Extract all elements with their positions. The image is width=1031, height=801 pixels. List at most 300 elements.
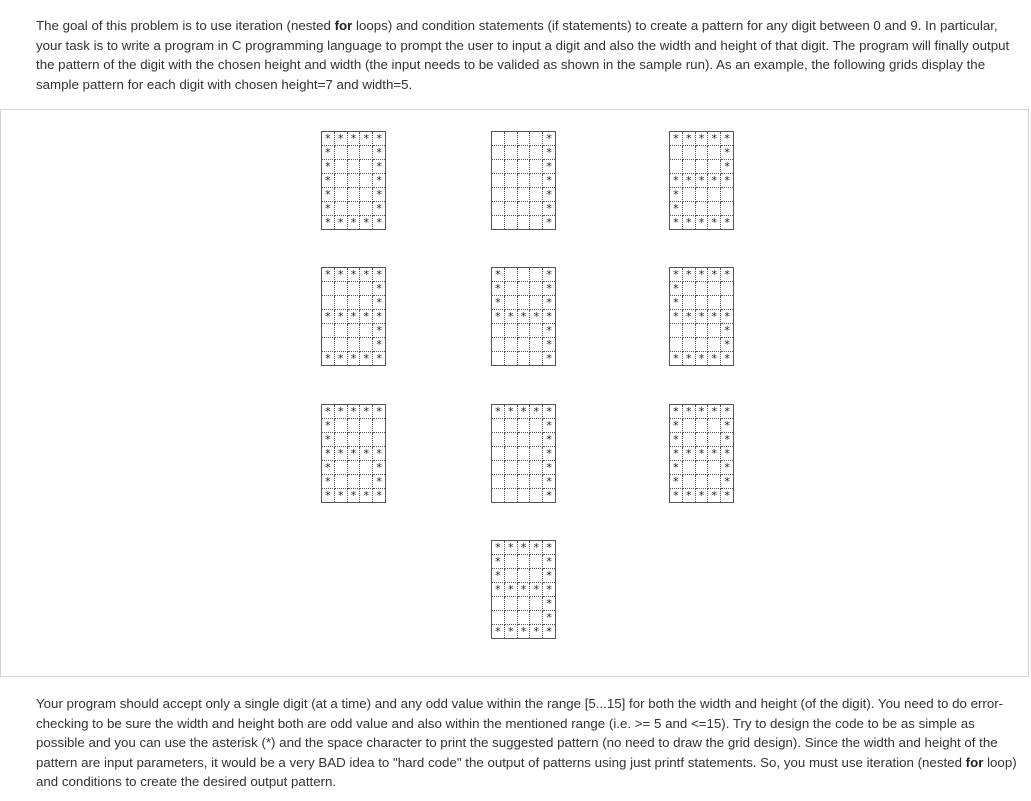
digit-grid-2 [669, 131, 734, 230]
asterisk-cell: * [543, 174, 556, 188]
empty-cell [492, 132, 505, 146]
empty-cell [517, 282, 530, 296]
outro-for-keyword: for [965, 754, 984, 770]
asterisk-cell: * [670, 296, 683, 310]
empty-cell [530, 188, 543, 202]
grid-row [492, 419, 556, 433]
grid-row [670, 160, 734, 174]
empty-cell [670, 146, 683, 160]
asterisk-cell: * [708, 310, 721, 324]
asterisk-cell: * [504, 405, 517, 419]
empty-cell [517, 216, 530, 230]
empty-cell [517, 338, 530, 352]
asterisk-cell: * [322, 310, 335, 324]
asterisk-cell: * [492, 625, 505, 639]
empty-cell [517, 419, 530, 433]
asterisk-cell: * [517, 625, 530, 639]
asterisk-cell: * [695, 405, 708, 419]
asterisk-cell: * [373, 461, 386, 475]
asterisk-cell: * [373, 405, 386, 419]
empty-cell [695, 202, 708, 216]
grid-row [492, 174, 556, 188]
asterisk-cell: * [682, 132, 695, 146]
grid-row [670, 296, 734, 310]
empty-cell [360, 202, 373, 216]
empty-cell [530, 324, 543, 338]
asterisk-cell: * [543, 489, 556, 503]
asterisk-cell: * [373, 132, 386, 146]
empty-cell [708, 461, 721, 475]
grid-row [670, 461, 734, 475]
empty-cell [360, 160, 373, 174]
grid-row [492, 352, 556, 366]
grid-row [492, 555, 556, 569]
asterisk-cell: * [517, 583, 530, 597]
empty-cell [530, 132, 543, 146]
empty-cell [682, 282, 695, 296]
asterisk-cell: * [543, 146, 556, 160]
asterisk-cell: * [360, 489, 373, 503]
empty-cell [670, 160, 683, 174]
asterisk-cell: * [492, 282, 505, 296]
empty-cell [373, 433, 386, 447]
empty-cell [682, 160, 695, 174]
empty-cell [517, 324, 530, 338]
empty-cell [708, 296, 721, 310]
grid-row [322, 338, 386, 352]
empty-cell [721, 188, 734, 202]
empty-cell [708, 475, 721, 489]
empty-cell [492, 202, 505, 216]
empty-cell [347, 282, 360, 296]
digit-patterns-panel [0, 109, 1029, 677]
grid-row [492, 202, 556, 216]
asterisk-cell: * [721, 338, 734, 352]
asterisk-cell: * [504, 583, 517, 597]
asterisk-cell: * [322, 160, 335, 174]
asterisk-cell: * [543, 310, 556, 324]
grid-row [492, 405, 556, 419]
empty-cell [517, 555, 530, 569]
asterisk-cell: * [347, 352, 360, 366]
grid-row [322, 160, 386, 174]
asterisk-cell: * [492, 310, 505, 324]
digit-grid-3 [321, 267, 386, 366]
asterisk-cell: * [360, 352, 373, 366]
grid-row [322, 405, 386, 419]
asterisk-cell: * [334, 405, 347, 419]
empty-cell [334, 433, 347, 447]
asterisk-cell: * [682, 216, 695, 230]
asterisk-cell: * [695, 174, 708, 188]
empty-cell [517, 268, 530, 282]
asterisk-cell: * [721, 146, 734, 160]
asterisk-cell: * [543, 324, 556, 338]
empty-cell [695, 296, 708, 310]
digit-grid-0 [321, 131, 386, 230]
grid-row [670, 352, 734, 366]
empty-cell [530, 216, 543, 230]
asterisk-cell: * [721, 447, 734, 461]
empty-cell [695, 160, 708, 174]
grid-row [322, 174, 386, 188]
empty-cell [334, 146, 347, 160]
empty-cell [695, 338, 708, 352]
empty-cell [504, 282, 517, 296]
asterisk-cell: * [670, 188, 683, 202]
grid-row [670, 475, 734, 489]
asterisk-cell: * [670, 405, 683, 419]
asterisk-cell: * [721, 461, 734, 475]
empty-cell [682, 324, 695, 338]
asterisk-cell: * [682, 268, 695, 282]
empty-cell [682, 202, 695, 216]
asterisk-cell: * [322, 268, 335, 282]
asterisk-cell: * [373, 324, 386, 338]
empty-cell [530, 433, 543, 447]
empty-cell [504, 569, 517, 583]
asterisk-cell: * [721, 489, 734, 503]
empty-cell [334, 475, 347, 489]
asterisk-cell: * [360, 310, 373, 324]
empty-cell [334, 282, 347, 296]
empty-cell [347, 160, 360, 174]
asterisk-cell: * [492, 583, 505, 597]
asterisk-cell: * [543, 611, 556, 625]
empty-cell [530, 352, 543, 366]
grid-row [492, 541, 556, 555]
empty-cell [517, 352, 530, 366]
grid-row [670, 282, 734, 296]
empty-cell [492, 216, 505, 230]
asterisk-cell: * [695, 310, 708, 324]
grid-row [322, 202, 386, 216]
empty-cell [492, 338, 505, 352]
grid-row [492, 132, 556, 146]
grid-row [322, 475, 386, 489]
asterisk-cell: * [334, 489, 347, 503]
asterisk-cell: * [373, 447, 386, 461]
empty-cell [695, 419, 708, 433]
grid-row [492, 447, 556, 461]
asterisk-cell: * [322, 202, 335, 216]
asterisk-cell: * [373, 352, 386, 366]
empty-cell [695, 324, 708, 338]
asterisk-cell: * [543, 405, 556, 419]
grid-row [492, 282, 556, 296]
empty-cell [530, 597, 543, 611]
empty-cell [504, 268, 517, 282]
empty-cell [708, 338, 721, 352]
asterisk-cell: * [373, 160, 386, 174]
asterisk-cell: * [322, 433, 335, 447]
empty-cell [492, 597, 505, 611]
grid-row [670, 338, 734, 352]
asterisk-cell: * [543, 338, 556, 352]
empty-cell [708, 146, 721, 160]
empty-cell [530, 489, 543, 503]
grid-row [492, 611, 556, 625]
empty-cell [360, 282, 373, 296]
empty-cell [530, 611, 543, 625]
asterisk-cell: * [322, 146, 335, 160]
empty-cell [721, 296, 734, 310]
asterisk-cell: * [721, 216, 734, 230]
asterisk-cell: * [373, 475, 386, 489]
empty-cell [530, 569, 543, 583]
empty-cell [517, 160, 530, 174]
empty-cell [334, 461, 347, 475]
empty-cell [517, 597, 530, 611]
asterisk-cell: * [670, 489, 683, 503]
asterisk-cell: * [334, 447, 347, 461]
empty-cell [530, 296, 543, 310]
asterisk-cell: * [721, 433, 734, 447]
grid-row [670, 268, 734, 282]
intro-for-keyword: for [334, 18, 353, 33]
asterisk-cell: * [322, 174, 335, 188]
grid-row [322, 352, 386, 366]
asterisk-cell: * [530, 583, 543, 597]
asterisk-cell: * [543, 461, 556, 475]
grid-row [492, 597, 556, 611]
empty-cell [360, 433, 373, 447]
grid-row [670, 132, 734, 146]
empty-cell [322, 296, 335, 310]
grid-row [670, 216, 734, 230]
grid-row [492, 216, 556, 230]
asterisk-cell: * [670, 433, 683, 447]
asterisk-cell: * [682, 405, 695, 419]
empty-cell [682, 296, 695, 310]
grid-row [322, 310, 386, 324]
grid-row [492, 583, 556, 597]
empty-cell [504, 555, 517, 569]
empty-cell [517, 611, 530, 625]
empty-cell [708, 419, 721, 433]
empty-cell [708, 188, 721, 202]
empty-cell [504, 324, 517, 338]
empty-cell [504, 433, 517, 447]
empty-cell [492, 146, 505, 160]
empty-cell [504, 419, 517, 433]
asterisk-cell: * [670, 310, 683, 324]
empty-cell [347, 188, 360, 202]
empty-cell [530, 475, 543, 489]
asterisk-cell: * [504, 541, 517, 555]
empty-cell [492, 324, 505, 338]
asterisk-cell: * [721, 405, 734, 419]
empty-cell [360, 461, 373, 475]
grid-row [492, 433, 556, 447]
asterisk-cell: * [708, 174, 721, 188]
requirements-paragraph [36, 694, 1021, 792]
empty-cell [504, 296, 517, 310]
asterisk-cell: * [530, 625, 543, 639]
asterisk-cell: * [543, 352, 556, 366]
asterisk-cell: * [543, 419, 556, 433]
grid-row [670, 202, 734, 216]
grid-row [322, 216, 386, 230]
asterisk-cell: * [322, 419, 335, 433]
asterisk-cell: * [670, 282, 683, 296]
empty-cell [530, 202, 543, 216]
grid-row [670, 433, 734, 447]
asterisk-cell: * [492, 405, 505, 419]
asterisk-cell: * [322, 461, 335, 475]
asterisk-cell: * [543, 447, 556, 461]
grid-row [492, 489, 556, 503]
empty-cell [504, 447, 517, 461]
outro-text-2: loop) and conditions to create the desired output pattern. [36, 754, 1017, 790]
asterisk-cell: * [530, 405, 543, 419]
asterisk-cell: * [347, 132, 360, 146]
asterisk-cell: * [373, 338, 386, 352]
asterisk-cell: * [708, 216, 721, 230]
asterisk-cell: * [721, 475, 734, 489]
grid-row [492, 310, 556, 324]
empty-cell [347, 202, 360, 216]
asterisk-cell: * [504, 310, 517, 324]
empty-cell [517, 569, 530, 583]
outro-text-1: Your program should accept only a single digit (at a time) and any odd value within the range [5...15] for both the width and height (of the digit). You need to do error-checking to be sure the width and height both are odd value and also within the mentioned range (i.e. >= 5 and <=15). Try to design the code to be as simple as possible and you can use the asterisk (*) and the space character to print the suggested pattern (no need to draw the grid design). Since the width and height of the pattern are input parameters, it would be a very BAD idea to "hard code" the output of patterns using just printf statements. So, you must use iteration (nested [36, 696, 1004, 770]
empty-cell [504, 188, 517, 202]
grid-row [322, 419, 386, 433]
asterisk-cell: * [670, 447, 683, 461]
asterisk-cell: * [347, 310, 360, 324]
asterisk-cell: * [322, 132, 335, 146]
asterisk-cell: * [708, 489, 721, 503]
empty-cell [530, 146, 543, 160]
grid-row [670, 324, 734, 338]
asterisk-cell: * [373, 216, 386, 230]
grid-row [322, 188, 386, 202]
asterisk-cell: * [543, 625, 556, 639]
asterisk-cell: * [708, 447, 721, 461]
empty-cell [695, 461, 708, 475]
empty-cell [334, 338, 347, 352]
asterisk-cell: * [682, 489, 695, 503]
grid-row [492, 188, 556, 202]
empty-cell [492, 461, 505, 475]
empty-cell [530, 447, 543, 461]
empty-cell [517, 475, 530, 489]
empty-cell [492, 489, 505, 503]
asterisk-cell: * [543, 296, 556, 310]
empty-cell [682, 188, 695, 202]
empty-cell [530, 282, 543, 296]
empty-cell [360, 324, 373, 338]
asterisk-cell: * [530, 541, 543, 555]
empty-cell [682, 419, 695, 433]
asterisk-cell: * [360, 268, 373, 282]
empty-cell [492, 188, 505, 202]
empty-cell [682, 338, 695, 352]
asterisk-cell: * [492, 541, 505, 555]
empty-cell [517, 188, 530, 202]
empty-cell [695, 282, 708, 296]
asterisk-cell: * [492, 268, 505, 282]
asterisk-cell: * [322, 475, 335, 489]
empty-cell [360, 296, 373, 310]
empty-cell [695, 433, 708, 447]
empty-cell [504, 216, 517, 230]
grid-row [322, 489, 386, 503]
asterisk-cell: * [721, 324, 734, 338]
empty-cell [492, 352, 505, 366]
digit-grid-1 [491, 131, 556, 230]
empty-cell [721, 282, 734, 296]
asterisk-cell: * [373, 489, 386, 503]
asterisk-cell: * [543, 216, 556, 230]
empty-cell [530, 461, 543, 475]
digit-grid-8 [669, 404, 734, 503]
asterisk-cell: * [721, 310, 734, 324]
asterisk-cell: * [721, 132, 734, 146]
asterisk-cell: * [543, 160, 556, 174]
asterisk-cell: * [517, 541, 530, 555]
empty-cell [492, 475, 505, 489]
empty-cell [334, 296, 347, 310]
asterisk-cell: * [373, 188, 386, 202]
grid-row [322, 132, 386, 146]
digit-grid-6 [321, 404, 386, 503]
grid-row [492, 569, 556, 583]
empty-cell [492, 611, 505, 625]
empty-cell [504, 338, 517, 352]
asterisk-cell: * [708, 132, 721, 146]
asterisk-cell: * [708, 405, 721, 419]
asterisk-cell: * [322, 489, 335, 503]
empty-cell [347, 461, 360, 475]
empty-cell [347, 419, 360, 433]
empty-cell [670, 324, 683, 338]
asterisk-cell: * [670, 268, 683, 282]
asterisk-cell: * [670, 216, 683, 230]
asterisk-cell: * [322, 447, 335, 461]
asterisk-cell: * [492, 296, 505, 310]
empty-cell [322, 282, 335, 296]
asterisk-cell: * [670, 202, 683, 216]
empty-cell [517, 174, 530, 188]
asterisk-cell: * [543, 555, 556, 569]
asterisk-cell: * [543, 188, 556, 202]
empty-cell [695, 475, 708, 489]
grid-row [670, 419, 734, 433]
asterisk-cell: * [347, 405, 360, 419]
empty-cell [347, 296, 360, 310]
empty-cell [670, 338, 683, 352]
empty-cell [695, 146, 708, 160]
grid-row [322, 433, 386, 447]
asterisk-cell: * [347, 268, 360, 282]
empty-cell [530, 174, 543, 188]
empty-cell [517, 433, 530, 447]
grid-row [492, 338, 556, 352]
grid-row [492, 461, 556, 475]
empty-cell [334, 202, 347, 216]
grid-row [492, 160, 556, 174]
asterisk-cell: * [682, 447, 695, 461]
empty-cell [347, 475, 360, 489]
grid-row [322, 296, 386, 310]
asterisk-cell: * [670, 174, 683, 188]
empty-cell [682, 146, 695, 160]
asterisk-cell: * [682, 174, 695, 188]
grid-row [492, 324, 556, 338]
asterisk-cell: * [682, 310, 695, 324]
asterisk-cell: * [695, 268, 708, 282]
